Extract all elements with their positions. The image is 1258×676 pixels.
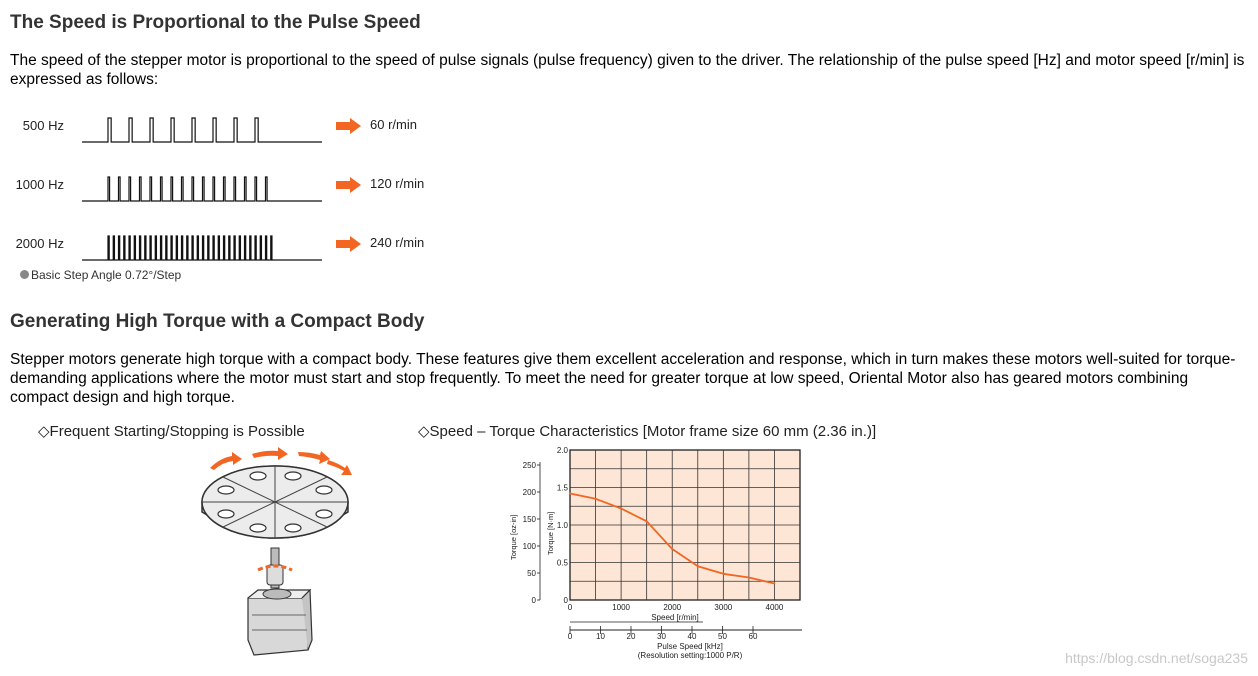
x-tick-label: 1000	[612, 603, 631, 612]
right-arrow-icon	[336, 236, 362, 252]
data-point	[748, 577, 750, 579]
x-tick-label-secondary: 10	[596, 632, 605, 641]
section-paragraph-high-torque: Stepper motors generate high torque with a compact body. These features give them excellent acceleration and response, which in turn makes these motors well-suited for torque-demanding applications where the motor must start and stop frequently. To meet the need for greater torque at low speed, Oriental Motor also has geared motors combining compact design and high torque.	[10, 351, 1236, 406]
pulse-row	[0, 169, 460, 209]
pulse-train-signal	[82, 169, 324, 205]
pulse-frequency-label: 1000 Hz	[15, 177, 64, 192]
data-point	[697, 565, 699, 567]
y-tick-label-right: 0.5	[556, 558, 568, 568]
x-tick-label-secondary: 0	[567, 632, 573, 641]
y-axis-label-right: Torque [N·m]	[546, 511, 555, 555]
data-point	[569, 493, 571, 495]
pulse-frequency-label: 500 Hz	[22, 118, 64, 133]
y-tick-label-left: 150	[522, 515, 536, 524]
pulse-frequency-label: 2000 Hz	[15, 236, 64, 251]
y-tick-label-left: 200	[522, 488, 536, 497]
x-tick-label: 3000	[714, 603, 733, 612]
section-heading-pulse-speed: The Speed is Proportional to the Pulse Speed	[10, 12, 421, 33]
section-paragraph-pulse-speed: The speed of the stepper motor is proportional to the speed of pulse signals (pulse frequency) given to the driver. The relationship of the pulse speed [Hz] and motor speed [r/min] is expressed as follows:	[10, 52, 1245, 88]
watermark-text: https://blog.csdn.net/soga235	[1065, 650, 1248, 666]
x-tick-label: 2000	[663, 603, 682, 612]
pulse-train-signal	[82, 228, 324, 264]
speed-torque-chart	[500, 442, 830, 667]
x-tick-label: 0	[567, 603, 573, 612]
y-tick-label-left: 50	[527, 569, 536, 578]
y-tick-label-right: 1.5	[556, 483, 568, 493]
pulse-train-signal	[82, 110, 324, 146]
y-tick-label-left: 250	[522, 461, 536, 470]
step-angle-note	[20, 268, 181, 282]
pulse-row	[0, 110, 460, 150]
data-point	[620, 508, 622, 510]
resolution-note: (Resolution setting:1000 P/R)	[637, 651, 743, 660]
x-tick-label: 4000	[765, 603, 784, 612]
right-arrow-icon	[336, 118, 362, 134]
y-tick-label-left: 100	[522, 542, 536, 551]
y-tick-label-right: 2.0	[556, 446, 568, 455]
motor-turntable-illustration	[190, 440, 370, 665]
y-tick-label-right: 1.0	[556, 521, 568, 530]
x-tick-label-secondary: 40	[687, 632, 697, 641]
x-axis-label-secondary: Pulse Speed [kHz]	[657, 642, 723, 651]
y-axis-label-left: Torque [oz-in]	[509, 514, 518, 560]
x-tick-label-secondary: 30	[657, 632, 666, 641]
figure-caption-speed-torque: ◇Speed – Torque Characteristics [Motor frame size 60 mm (2.36 in.)]	[418, 423, 877, 440]
motor-speed-label: 240 r/min	[370, 235, 425, 250]
figure-caption-starting-stopping: ◇Frequent Starting/Stopping is Possible	[38, 423, 305, 440]
x-tick-label-secondary: 20	[626, 632, 636, 641]
data-point	[646, 520, 648, 522]
y-tick-label-right: 0	[563, 596, 568, 605]
motor-speed-label: 60 r/min	[370, 117, 417, 132]
data-point	[774, 583, 776, 585]
x-tick-label-secondary: 50	[718, 632, 727, 641]
data-point	[722, 573, 724, 575]
section-heading-high-torque: Generating High Torque with a Compact Body	[10, 311, 425, 332]
x-axis-label: Speed [r/min]	[651, 613, 699, 622]
y-tick-label-left: 0	[531, 596, 536, 605]
x-tick-label-secondary: 60	[748, 632, 758, 641]
right-arrow-icon	[336, 177, 362, 193]
step-angle-text: Basic Step Angle 0.72°/Step	[31, 268, 182, 282]
data-point	[671, 548, 673, 550]
data-point	[595, 498, 597, 500]
motor-speed-label: 120 r/min	[370, 176, 425, 191]
bullet-icon	[20, 270, 29, 279]
pulse-row	[0, 228, 460, 268]
